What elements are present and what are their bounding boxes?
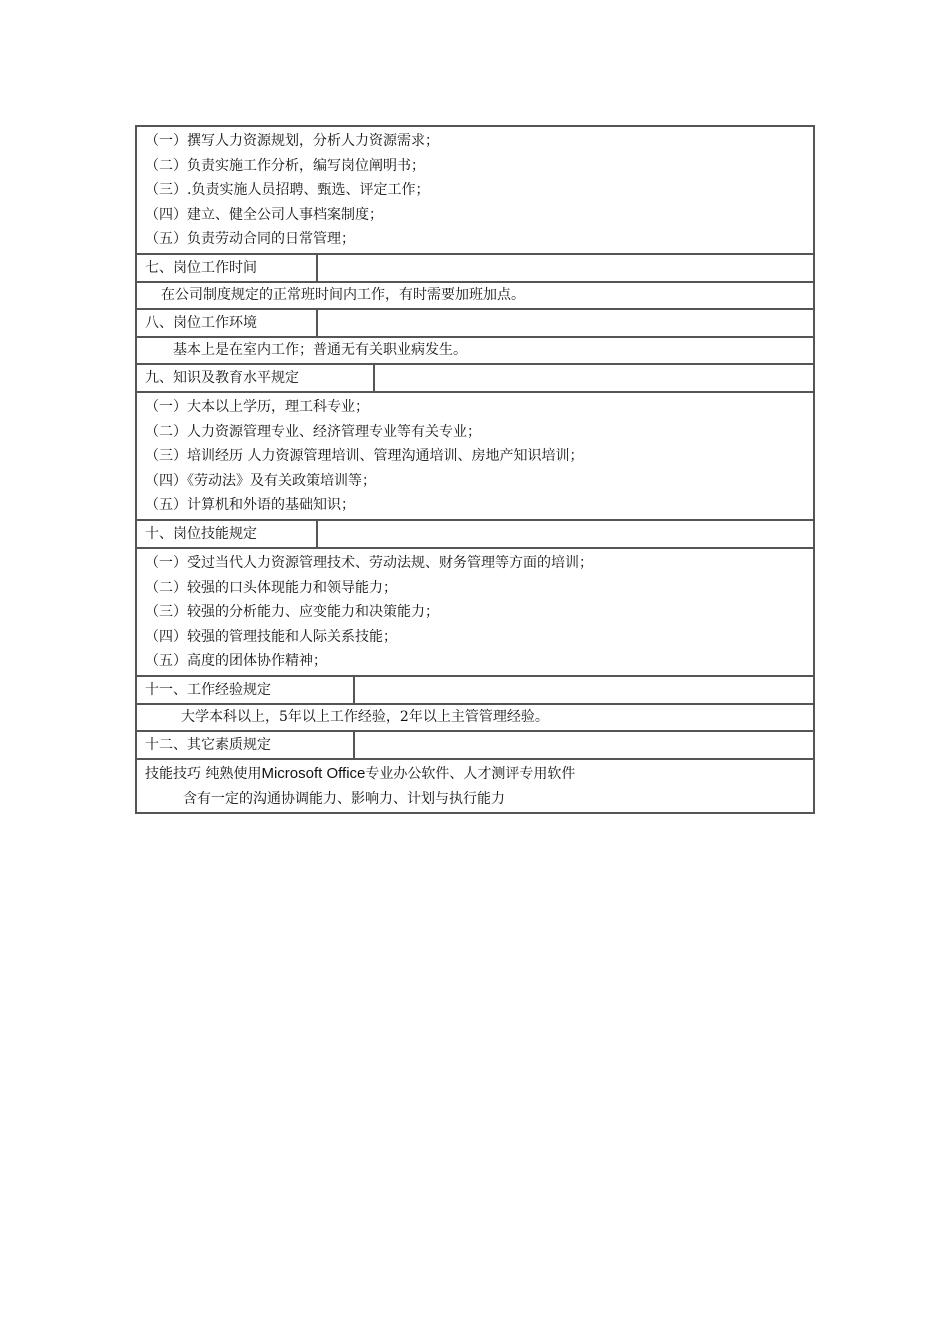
duty-item: （五）负责劳动合同的日常管理；: [145, 231, 355, 248]
section8-heading: 八、岗位工作环境: [137, 310, 318, 336]
duty-item: （二）负责实施工作分析，编写岗位阐明书；: [145, 157, 425, 174]
duty-item: （三）.负责实施人员招聘、甄选、评定工作；: [145, 182, 430, 199]
education-item: （二）人力资源管理专业、经济管理专业等有关专业；: [145, 423, 481, 440]
duties-block: [137, 127, 813, 255]
job-description-table: [135, 125, 815, 814]
section12-line2: 含有一定的沟通协调能力、影响力、计划与执行能力: [183, 790, 505, 807]
section7-heading: 七、岗位工作时间: [137, 255, 318, 281]
section8-empty-cell: [318, 310, 813, 336]
section7-content: 在公司制度规定的正常班时间内工作，有时需要加班加点。: [137, 283, 813, 310]
duty-item: （四）建立、健全公司人事档案制度；: [145, 206, 383, 223]
section10-heading: 十、岗位技能规定: [137, 521, 318, 547]
section7-header-row: [137, 255, 813, 283]
section10-items: [137, 549, 813, 677]
section10-header-row: [137, 521, 813, 549]
education-item: （一）大本以上学历，理工科专业；: [145, 398, 369, 415]
duty-item: （一）撰写人力资源规划，分析人力资源需求；: [145, 133, 439, 149]
section11-header-row: [137, 677, 813, 705]
section10-empty-cell: [318, 521, 813, 547]
education-item: （五）计算机和外语的基础知识；: [145, 497, 355, 514]
section9-heading: 九、知识及教育水平规定: [137, 365, 375, 391]
section12-heading: 十二、其它素质规定: [137, 732, 355, 758]
education-item: （三）培训经历 人力资源管理培训、管理沟通培训、房地产知识培训；: [145, 448, 584, 465]
section12-line1-product: Microsoft Office: [261, 764, 366, 782]
education-item: （四）《劳动法》及有关政策培训等；: [145, 472, 376, 489]
skill-item: （二）较强的口头体现能力和领导能力；: [145, 579, 397, 596]
section8-header-row: [137, 310, 813, 338]
section12-empty-cell: [355, 732, 813, 758]
section8-content: 基本上是在室内工作；普通无有关职业病发生。: [137, 338, 813, 365]
section12-line1-suffix: 专业办公软件、人才测评专用软件: [365, 765, 576, 782]
skill-item: （五）高度的团体协作精神；: [145, 653, 327, 670]
section9-empty-cell: [375, 365, 813, 391]
skill-item: （一）受过当代人力资源管理技术、劳动法规、财务管理等方面的培训；: [145, 554, 593, 571]
section11-heading: 十一、工作经验规定: [137, 677, 355, 703]
section11-empty-cell: [355, 677, 813, 703]
skill-item: （三）较强的分析能力、应变能力和决策能力；: [145, 604, 439, 621]
section12-content: [137, 760, 813, 814]
skill-item: （四）较强的管理技能和人际关系技能；: [145, 628, 397, 645]
section9-header-row: [137, 365, 813, 393]
section12-line1: [145, 762, 813, 787]
section7-empty-cell: [318, 255, 813, 281]
section11-content: 大学本科以上，5年以上工作经验，2年以上主管管理经验。: [137, 705, 813, 732]
section12-header-row: [137, 732, 813, 760]
section12-line1-prefix: 技能技巧 纯熟使用: [145, 765, 262, 782]
section9-items: [137, 393, 813, 521]
